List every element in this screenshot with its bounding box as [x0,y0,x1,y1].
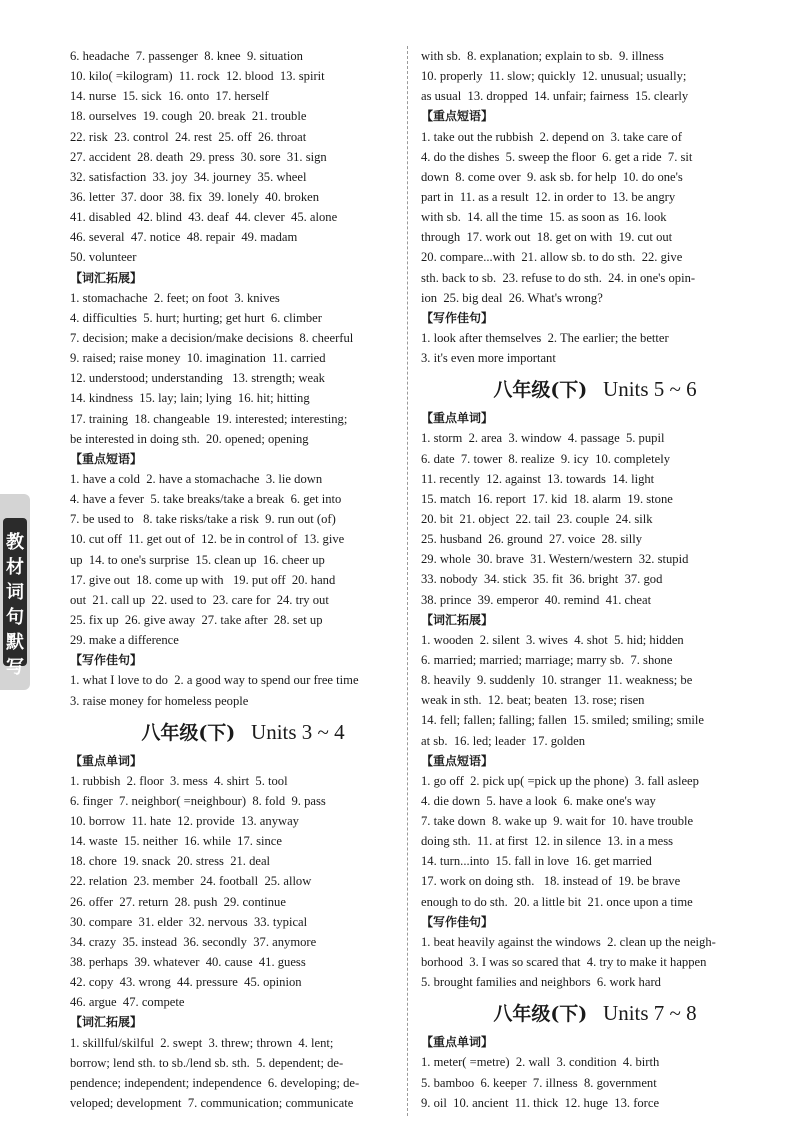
unit-range: Units 3 ~ 4 [251,719,345,744]
text-line: 29. whole 30. brave 31. Western/western 32. stupid [421,552,689,567]
text-line: 3. raise money for homeless people [70,693,249,708]
left-column [70,46,416,1113]
text-line: 1. go off 2. pick up( =pick up the phone) 3. fall asleep [421,773,699,788]
unit-title [421,992,769,1032]
section-header: 【词汇拓展】 [421,612,494,627]
section-header: 【写作佳句】 [70,653,143,668]
unit-grade: 八年级(下) [493,1003,588,1026]
text-line: 11. recently 12. against 13. towards 14. light [421,471,655,486]
side-tab-label: 教材词句默写 [3,518,27,666]
text-line: 4. have a fever 5. take breaks/take a break 6. get into [70,492,342,507]
text-line: 9. raised; raise money 10. imagination 11. carried [70,351,326,366]
text-line: 38. prince 39. emperor 40. remind 41. cheat [421,592,652,607]
text-line: 1. have a cold 2. have a stomachache 3. lie down [70,471,323,486]
text-line: 6. married; married; marriage; marry sb. 7. shone [421,652,673,667]
text-line: 29. make a difference [70,633,179,648]
text-line: pendence; independent; independence 6. developing; de- [70,1075,360,1090]
text-line: with sb. 8. explanation; explain to sb. 9. illness [421,49,664,63]
text-line: 8. heavily 9. suddenly 10. stranger 11. weakness; be [421,673,693,688]
text-line: 7. be used to 8. take risks/take a risk 9. run out (of) [70,512,336,527]
text-line: 1. take out the rubbish 2. depend on 3. take care of [421,129,682,144]
unit-range: Units 7 ~ 8 [603,1001,697,1026]
text-line: 18. ourselves 19. cough 20. break 21. trouble [70,109,307,124]
unit-title [70,711,416,751]
text-line: 10. borrow 11. hate 12. provide 13. anyway [70,814,299,829]
unit-grade: 八年级(下) [141,721,236,744]
section-header: 【词汇拓展】 [70,270,143,285]
text-line: 36. letter 37. door 38. fix 39. lonely 40. broken [70,189,320,204]
text-line: 7. decision; make a decision/make decisions 8. cheerful [70,330,354,345]
text-line: with sb. 14. all the time 15. as soon as 16. look [421,210,667,225]
text-line: 30. compare 31. elder 32. nervous 33. typical [70,914,308,929]
text-line: 3. it's even more important [421,351,556,366]
unit-grade: 八年级(下) [493,379,588,402]
text-line: weak in sth. 12. beat; beaten 13. rose; risen [421,693,645,708]
text-line: 25. fix up 26. give away 27. take after 28. set up [70,612,323,627]
text-line: 22. relation 23. member 24. football 25. allow [70,874,312,889]
text-line: sth. back to sb. 23. refuse to do sth. 24. in one's opin- [421,270,696,285]
text-line: doing sth. 11. at first 12. in silence 13. in a mess [421,834,674,849]
text-line: 10. cut off 11. get out of 12. be in control of 13. give [70,532,345,547]
text-line: be interested in doing sth. 20. opened; opening [70,431,309,446]
text-line: 26. offer 27. return 28. push 29. continue [70,894,286,909]
section-header: 【重点单词】 [421,1035,494,1050]
side-tab [0,494,30,690]
text-line: as usual 13. dropped 14. unfair; fairness 15. clearly [421,89,689,104]
text-line: 42. copy 43. wrong 44. pressure 45. opinion [70,975,302,990]
section-header: 【重点短语】 [421,753,494,768]
text-line: 41. disabled 42. blind 43. deaf 44. clever 45. alone [70,210,338,225]
text-line: borrow; lend sth. to sb./lend sb. sth. 5. dependent; de- [70,1055,344,1070]
text-line: 50. volunteer [70,250,137,265]
text-line: 17. training 18. changeable 19. interested; interesting; [70,411,348,426]
text-line: 5. brought families and neighbors 6. work hard [421,975,661,990]
section-header: 【重点短语】 [70,451,143,466]
text-line: 20. compare...with 21. allow sb. to do sth. 22. give [421,250,683,265]
text-line: borhood 3. I was so scared that 4. try to make it happen [421,955,707,970]
section-header: 【写作佳句】 [421,310,494,325]
text-line: through 17. work out 18. get on with 19. cut out [421,230,673,245]
text-line: 6. date 7. tower 8. realize 9. icy 10. completely [421,451,670,466]
text-line: 27. accident 28. death 29. press 30. sore 31. sign [70,149,327,164]
text-line: 25. husband 26. ground 27. voice 28. silly [421,532,643,547]
section-header: 【重点短语】 [421,109,494,124]
unit-range: Units 5 ~ 6 [603,377,697,402]
text-line: 1. rubbish 2. floor 3. mess 4. shirt 5. tool [70,773,288,788]
unit-title [421,368,769,408]
text-line: 5. bamboo 6. keeper 7. illness 8. government [421,1075,657,1090]
text-line: 17. give out 18. come up with 19. put off 20. hand [70,572,336,587]
text-line: 1. skillful/skilful 2. swept 3. threw; thrown 4. lent; [70,1035,334,1050]
right-column [421,46,769,1113]
text-line: 1. meter( =metre) 2. wall 3. condition 4. birth [421,1055,660,1070]
text-line: 9. oil 10. ancient 11. thick 12. huge 13. force [421,1095,660,1110]
text-line: 14. turn...into 15. fall in love 16. get married [421,854,652,869]
text-line: 6. finger 7. neighbor( =neighbour) 8. fold 9. pass [70,793,326,808]
text-line: 6. headache 7. passenger 8. knee 9. situation [70,49,303,63]
section-header: 【重点单词】 [421,411,494,426]
section-header: 【写作佳句】 [421,914,494,929]
text-line: 20. bit 21. object 22. tail 23. couple 24. silk [421,511,653,526]
text-line: 38. perhaps 39. whatever 40. cause 41. guess [70,955,306,970]
text-line: 14. fell; fallen; falling; fallen 15. smiled; smiling; smile [421,713,704,728]
text-line: 46. several 47. notice 48. repair 49. madam [70,230,298,245]
text-line: 33. nobody 34. stick 35. fit 36. bright 37. god [421,572,663,587]
text-line: 1. storm 2. area 3. window 4. passage 5. pupil [421,431,665,446]
text-line: down 8. come over 9. ask sb. for help 10. do one's [421,169,683,184]
text-line: enough to do sth. 20. a little bit 21. once upon a time [421,894,693,909]
text-line: 14. nurse 15. sick 16. onto 17. herself [70,89,269,104]
text-line: 12. understood; understanding 13. strength; weak [70,371,325,386]
text-line: 1. stomachache 2. feet; on foot 3. knives [70,290,280,305]
text-line: 46. argue 47. compete [70,995,185,1010]
text-line: 1. beat heavily against the windows 2. clean up the neigh- [421,934,716,949]
text-line: 1. wooden 2. silent 3. wives 4. shot 5. hid; hidden [421,632,684,647]
text-line: 14. waste 15. neither 16. while 17. since [70,834,282,849]
text-line: part in 11. as a result 12. in order to 13. be angry [421,189,676,204]
text-line: 4. do the dishes 5. sweep the floor 6. get a ride 7. sit [421,149,693,164]
text-line: up 14. to one's surprise 15. clean up 16. cheer up [70,552,325,567]
text-line: 34. crazy 35. instead 36. secondly 37. anymore [70,934,317,949]
text-line: 17. work on doing sth. 18. instead of 19. be brave [421,874,681,889]
text-line: 4. difficulties 5. hurt; hurting; get hurt 6. climber [70,310,322,325]
text-line: 4. die down 5. have a look 6. make one's way [421,793,656,808]
text-line: 1. look after themselves 2. The earlier; the better [421,330,669,345]
text-line: at sb. 16. led; leader 17. golden [421,733,586,748]
text-line: 18. chore 19. snack 20. stress 21. deal [70,854,271,869]
section-header: 【重点单词】 [70,753,143,768]
text-line: 10. kilo( =kilogram) 11. rock 12. blood 13. spirit [70,69,325,84]
text-line: 10. properly 11. slow; quickly 12. unusual; usually; [421,69,687,84]
section-header: 【词汇拓展】 [70,1015,143,1030]
text-line: 15. match 16. report 17. kid 18. alarm 19. stone [421,491,673,506]
text-line: out 21. call up 22. used to 23. care for 24. try out [70,592,329,607]
text-line: 7. take down 8. wake up 9. wait for 10. have trouble [421,814,694,829]
text-line: veloped; development 7. communication; communicate [70,1096,354,1111]
text-line: 32. satisfaction 33. joy 34. journey 35. wheel [70,169,307,184]
text-line: ion 25. big deal 26. What's wrong? [421,290,603,305]
text-line: 1. what I love to do 2. a good way to spend our free time [70,673,359,688]
text-line: 14. kindness 15. lay; lain; lying 16. hit; hitting [70,391,310,406]
text-line: 22. risk 23. control 24. rest 25. off 26. throat [70,129,307,144]
